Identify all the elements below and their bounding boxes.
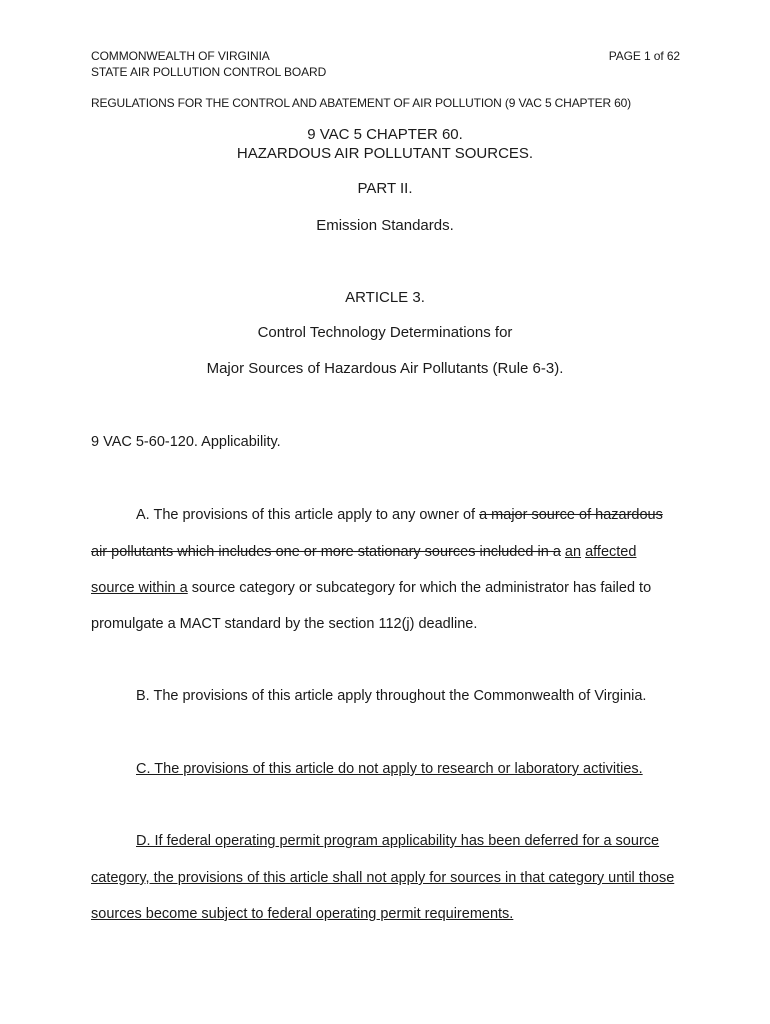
header-agency: COMMONWEALTH OF VIRGINIA	[91, 49, 270, 63]
header-board: STATE AIR POLLUTION CONTROL BOARD	[91, 65, 327, 79]
paragraph-d-line3: sources become subject to federal operating permit requirements.	[91, 906, 514, 922]
paragraph-b: B. The provisions of this article apply throughout the Commonwealth of Virginia.	[136, 688, 647, 704]
inserted-text: source within a	[91, 580, 188, 596]
paragraph-a-text: A. The provisions of this article apply to any owner of	[136, 507, 480, 523]
inserted-text: an	[564, 544, 582, 560]
paragraph-a-text: source category or subcategory for which the administrator has failed to	[187, 580, 652, 596]
part-title: PART II.	[357, 180, 413, 197]
article-title: ARTICLE 3.	[345, 289, 425, 306]
paragraph-c: C. The provisions of this article do not apply to research or laboratory activities.	[136, 761, 643, 777]
deleted-text: air pollutants which includes one or more stationary sources included in a	[91, 544, 561, 560]
section-heading: 9 VAC 5-60-120. Applicability.	[91, 434, 281, 450]
inserted-text: affected	[585, 544, 637, 560]
chapter-title: 9 VAC 5 CHAPTER 60.	[307, 126, 463, 143]
chapter-subtitle: HAZARDOUS AIR POLLUTANT SOURCES.	[236, 145, 534, 162]
paragraph-a-line2	[91, 543, 636, 561]
header-page-number: PAGE 1 of 62	[608, 49, 680, 63]
deleted-text: a major source of hazardous	[479, 507, 663, 523]
paragraph-d-line2: category, the provisions of this article shall not apply for sources in that category until those	[91, 870, 675, 886]
paragraph-a-line3	[91, 579, 651, 597]
paragraph-a-line4: promulgate a MACT standard by the section 112(j) deadline.	[91, 616, 478, 632]
article-name-line1: Control Technology Determinations for	[257, 324, 513, 341]
paragraph-d-line1: D. If federal operating permit program applicability has been deferred for a source	[136, 833, 660, 849]
article-name-line2: Major Sources of Hazardous Air Pollutants (Rule 6-3).	[206, 360, 564, 377]
part-name: Emission Standards.	[316, 217, 454, 234]
header-regulation-title: REGULATIONS FOR THE CONTROL AND ABATEMENT OF AIR POLLUTION (9 VAC 5 CHAPTER 60)	[91, 96, 632, 110]
paragraph-a-line1	[136, 506, 663, 524]
